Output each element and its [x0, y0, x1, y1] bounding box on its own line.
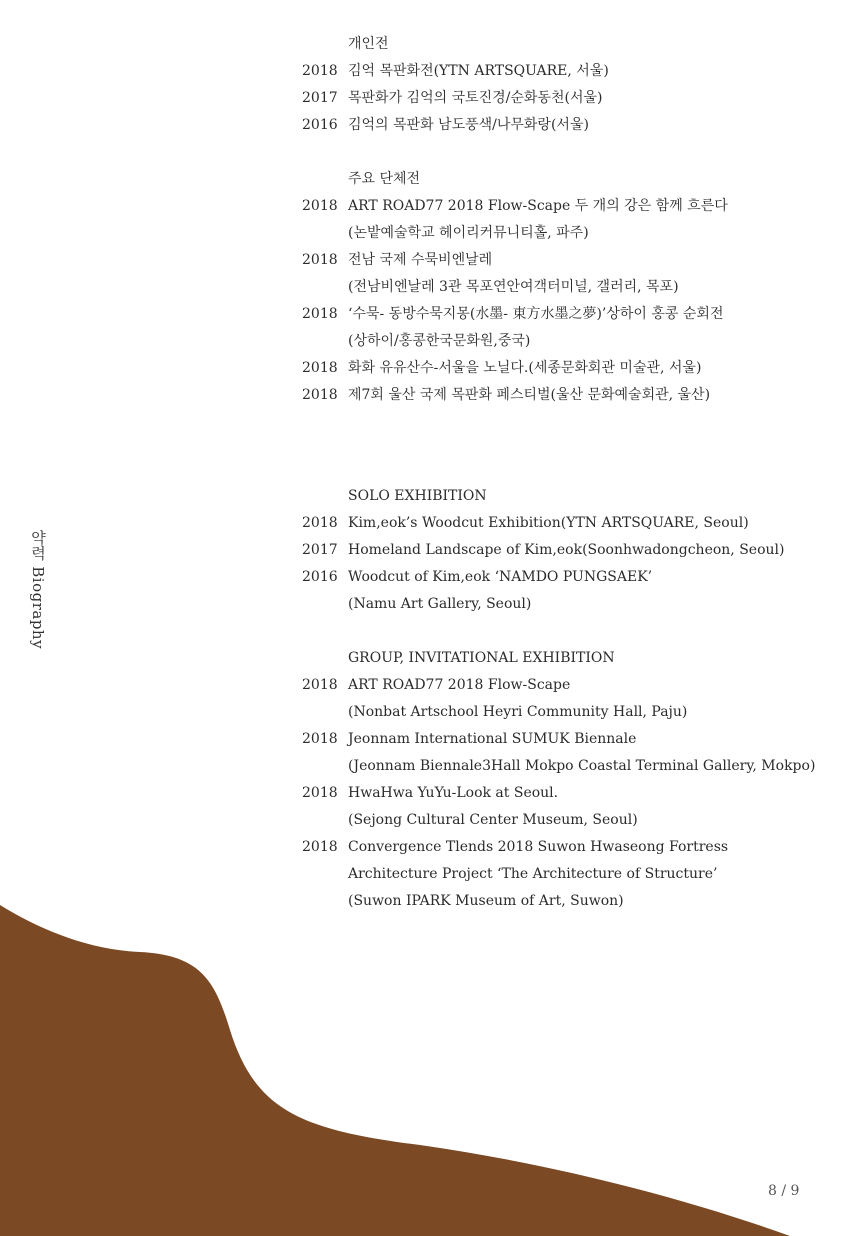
- entry-year: 2018: [302, 387, 338, 403]
- entry-text: Woodcut of Kim,eok ‘NAMDO PUNGSAEK’: [348, 569, 653, 585]
- entry-text: Convergence Tlends 2018 Suwon Hwaseong Fortress: [348, 839, 729, 855]
- entry-continuation: Architecture Project ‘The Architecture of Structure’: [348, 866, 718, 882]
- entry-continuation: (전남비엔날레 3관 목포연안여객터미널, 갤러리, 목포): [348, 279, 679, 295]
- section-title: GROUP, INVITATIONAL EXHIBITION: [348, 650, 615, 666]
- entry-text: Homeland Landscape of Kim,eok(Soonhwadongcheon, Seoul): [348, 542, 785, 558]
- entry-continuation: (Suwon IPARK Museum of Art, Suwon): [348, 893, 624, 909]
- entry-text: ART ROAD77 2018 Flow-Scape: [348, 677, 571, 693]
- entry-text: 김억 목판화전(YTN ARTSQUARE, 서울): [348, 63, 609, 79]
- entry-continuation: (Sejong Cultural Center Museum, Seoul): [348, 812, 638, 828]
- entry-year: 2018: [302, 785, 338, 801]
- entry-text: 목판화가 김억의 국토진경/순화동천(서울): [348, 90, 603, 106]
- side-title: 약력 Biography: [29, 530, 47, 650]
- entry-text: HwaHwa YuYu-Look at Seoul.: [348, 785, 559, 801]
- entry-year: 2017: [302, 542, 338, 558]
- entry-year: 2018: [302, 515, 338, 531]
- entry-continuation: (Jeonnam Biennale3Hall Mokpo Coastal Terminal Gallery, Mokpo): [348, 758, 816, 774]
- entry-year: 2018: [302, 677, 338, 693]
- entry-year: 2018: [302, 360, 338, 376]
- entry-text: 김억의 목판화 남도풍색/나무화랑(서울): [348, 117, 589, 133]
- entry-text: ‘수묵- 동방수묵지몽(水墨- 東方水墨之夢)’상하이 홍콩 순회전: [348, 306, 724, 322]
- entry-year: 2017: [302, 90, 338, 106]
- entry-year: 2016: [302, 117, 338, 133]
- entry-year: 2018: [302, 63, 338, 79]
- entry-continuation: (상하이/홍콩한국문화원,중국): [348, 333, 531, 349]
- entry-continuation: (Namu Art Gallery, Seoul): [348, 596, 532, 612]
- entry-text: ART ROAD77 2018 Flow-Scape 두 개의 강은 함께 흐른다: [348, 198, 728, 214]
- entry-year: 2018: [302, 252, 338, 268]
- entry-text: 전남 국제 수묵비엔날레: [348, 252, 493, 268]
- entry-year: 2018: [302, 731, 338, 747]
- entry-year: 2016: [302, 569, 338, 585]
- entry-year: 2018: [302, 198, 338, 214]
- section-title: 주요 단체전: [348, 171, 421, 187]
- entry-continuation: (논밭예술학교 헤이리커뮤니티홀, 파주): [348, 225, 589, 241]
- entry-year: 2018: [302, 306, 338, 322]
- entry-text: 제7회 울산 국제 목판화 페스티벌(울산 문화예술회관, 울산): [348, 387, 711, 403]
- entry-continuation: (Nonbat Artschool Heyri Community Hall, Paju): [348, 704, 688, 720]
- section-title: 개인전: [348, 36, 389, 52]
- entry-year: 2018: [302, 839, 338, 855]
- entry-text: Kim,eok’s Woodcut Exhibition(YTN ARTSQUARE, Seoul): [348, 515, 749, 531]
- page-number: 8 / 9: [768, 1183, 800, 1199]
- entry-text: 화화 유유산수-서울을 노닐다.(세종문화회관 미술관, 서울): [348, 360, 702, 376]
- section-title: SOLO EXHIBITION: [348, 488, 487, 504]
- entry-text: Jeonnam International SUMUK Biennale: [348, 731, 637, 747]
